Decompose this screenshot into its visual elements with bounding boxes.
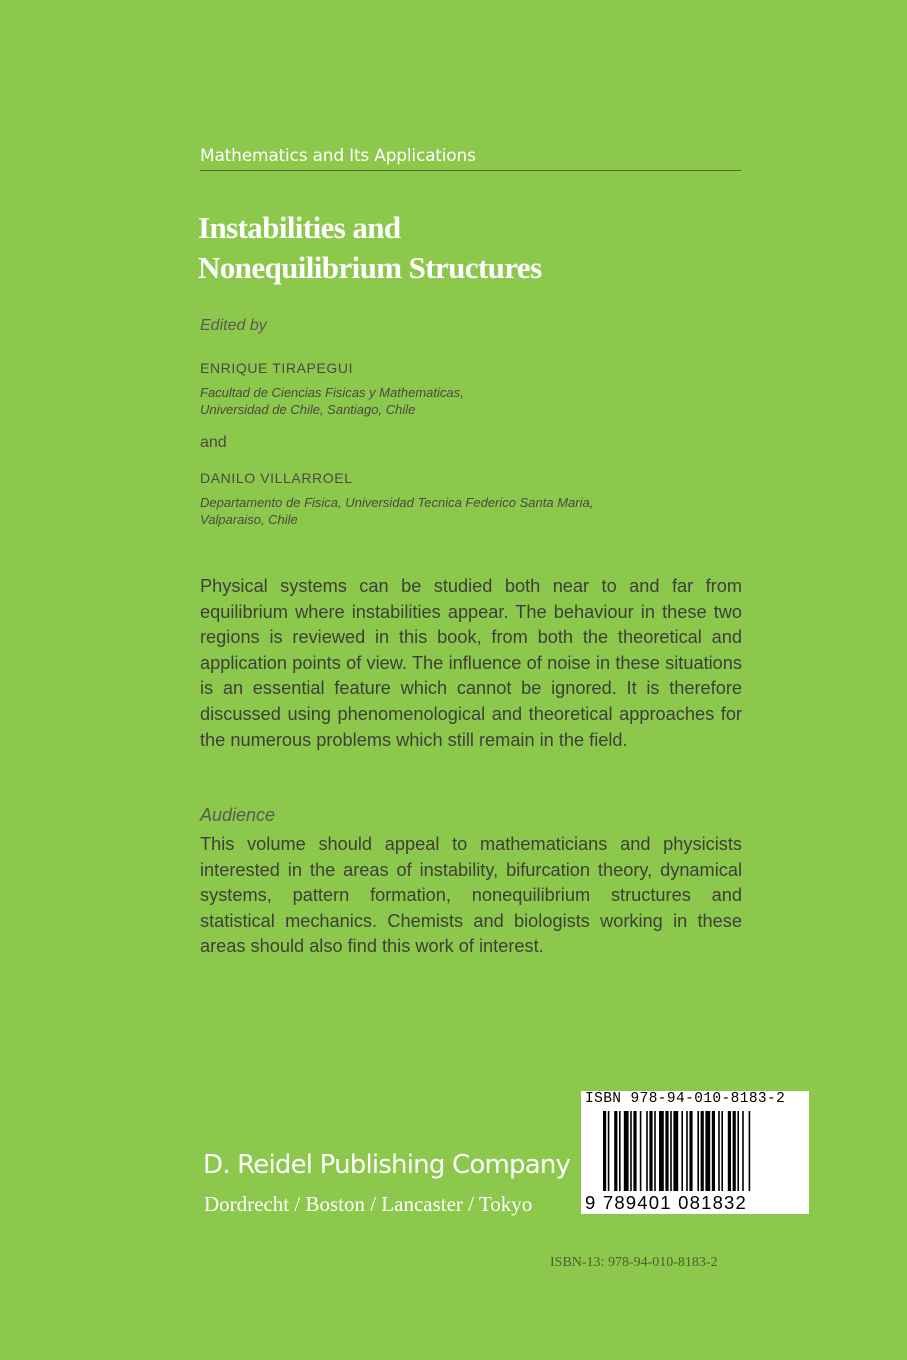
editor-1-name: ENRIQUE TIRAPEGUI bbox=[200, 360, 354, 376]
editor-1 bbox=[200, 360, 464, 418]
barcode-digits: 9 789401 081832 bbox=[585, 1192, 748, 1213]
barcode-bar bbox=[718, 1111, 720, 1191]
barcode-bar bbox=[649, 1111, 652, 1191]
barcode-bar bbox=[673, 1111, 678, 1191]
editor-2-affiliation-line-1: Departamento de Fisica, Universidad Tecnica Federico Santa Maria, bbox=[200, 495, 594, 510]
barcode-bar bbox=[721, 1111, 723, 1191]
isbn-13: ISBN-13: 978-94-010-8183-2 bbox=[550, 1255, 718, 1270]
editor-2 bbox=[200, 470, 593, 528]
editor-2-affiliation-line-2: Valparaiso, Chile bbox=[200, 512, 298, 527]
audience-paragraph: This volume should appeal to mathematicians and physicists interested in the areas of instability, bifurcation theory, dynamical systems, pattern formation, nonequilibrium structures and statistical mechanics. Chemists and biologists working in these areas should also find this work of interest. bbox=[200, 834, 742, 957]
barcode-bar bbox=[749, 1111, 751, 1191]
description-paragraph: Physical systems can be studied both near to and far from equilibrium where instabilities appear. The behaviour in these two regions is reviewed in this book, from both the theoretical and application points of view. The influence of noise in these situations is an essential feature which cannot be ignored. It is therefore discussed using phenomenological and theoretical approaches for the numerous problems which still remain in the field. bbox=[200, 576, 742, 750]
barcode-bar bbox=[705, 1111, 710, 1191]
book-title-line-1: Instabilities and bbox=[198, 210, 401, 245]
and-label: and bbox=[200, 434, 227, 451]
barcode-bar bbox=[614, 1111, 617, 1191]
audience-heading: Audience bbox=[200, 805, 276, 825]
barcode-bar bbox=[681, 1111, 683, 1191]
barcode-isbn-label: ISBN 978-94-010-8183-2 bbox=[585, 1091, 786, 1107]
editor-2-name: DANILO VILLARROEL bbox=[200, 470, 353, 486]
barcode-bar bbox=[689, 1111, 692, 1191]
barcode-bar bbox=[737, 1111, 739, 1191]
publisher-cities: Dordrecht / Boston / Lancaster / Tokyo bbox=[204, 1192, 533, 1216]
book-title-line-2: Nonequilibrium Structures bbox=[198, 250, 542, 285]
barcode-bar bbox=[742, 1111, 744, 1191]
barcode-bar bbox=[733, 1111, 736, 1191]
barcode-bar bbox=[659, 1111, 664, 1191]
barcode-bar bbox=[686, 1111, 688, 1191]
editor-1-affiliation-line-1: Facultad de Ciencias Fisicas y Mathematicas, bbox=[200, 385, 464, 400]
barcode-bar bbox=[624, 1111, 629, 1191]
barcode-bar bbox=[603, 1111, 606, 1191]
barcode-bar bbox=[630, 1111, 632, 1191]
editor-1-affiliation-line-2: Universidad de Chile, Santiago, Chile bbox=[200, 402, 416, 417]
barcode-bar bbox=[640, 1111, 642, 1191]
barcode bbox=[581, 1091, 809, 1214]
barcode-bar bbox=[654, 1111, 656, 1191]
publisher-name: D. Reidel Publishing Company bbox=[203, 1150, 571, 1180]
barcode-bar bbox=[633, 1111, 636, 1191]
book-title bbox=[198, 208, 542, 288]
barcode-bars bbox=[603, 1111, 787, 1191]
barcode-bar bbox=[701, 1111, 704, 1191]
edited-by-label: Edited by bbox=[200, 317, 267, 334]
barcode-bar bbox=[670, 1111, 672, 1191]
barcode-bar bbox=[619, 1111, 621, 1191]
barcode-bar bbox=[728, 1111, 731, 1191]
barcode-bar bbox=[665, 1111, 668, 1191]
barcode-bar bbox=[712, 1111, 715, 1191]
series-title: Mathematics and Its Applications bbox=[200, 146, 741, 171]
barcode-bar bbox=[608, 1111, 610, 1191]
barcode-bar bbox=[646, 1111, 648, 1191]
barcode-bar bbox=[697, 1111, 699, 1191]
